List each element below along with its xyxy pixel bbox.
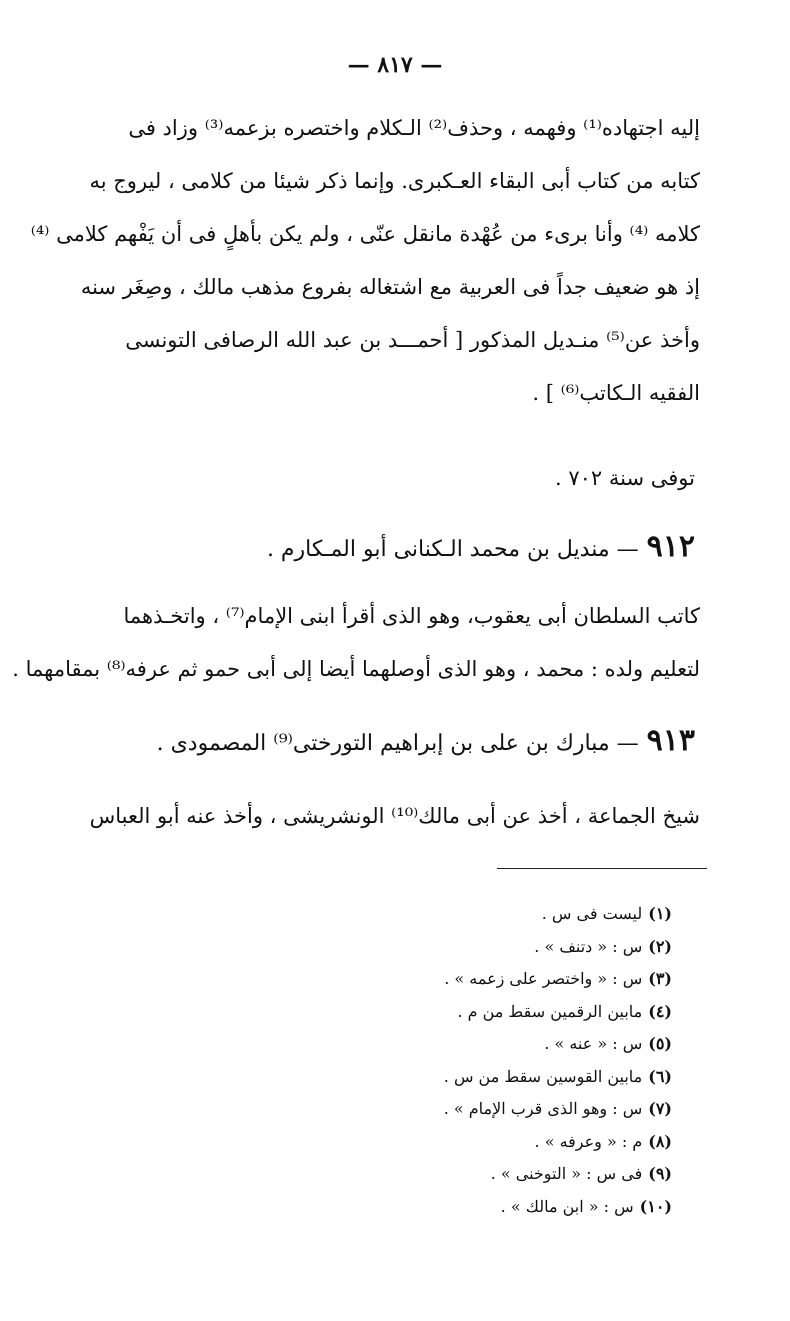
footnote-text: س : « دتنف » . [534,936,643,956]
footnote [152,1061,672,1094]
entry-number: ٩١٢ [646,529,695,564]
footnote-mark: (٥) [648,1034,672,1053]
footnote-text: م : « وعرفه » . [534,1131,643,1151]
footnote-mark: (١) [648,904,672,923]
entry-912-body [12,590,700,696]
footnote-mark: (٩) [648,1164,672,1183]
entry-heading-912 [267,524,695,573]
footnote-mark: (١٠) [639,1196,672,1216]
footnote-text: س : « ابن مالك » . [500,1196,634,1216]
entry-title: — مبارك بن على بن إبراهيم التورختى⁽⁹⁾ المصمودى . [156,731,639,756]
footnote-mark: (٨) [648,1131,672,1151]
entry-911-continuation [30,102,700,420]
footnote [152,1028,672,1061]
footnote [152,1126,672,1159]
body-line: كتابه من كتاب أبى البقاء العـكبرى. وإنما ذكر شيئا من كلامى ، ليروج به [89,169,700,193]
footnote-text: ليست فى س . [541,904,643,923]
body-line: كلامه ⁽⁴⁾ وأنا برىء من عُهْدة مانقل عنّى ، ولم يكن بأهلٍ فى أن يَفْهم كلامى ⁽⁴⁾ [30,222,700,246]
footnote [152,1093,672,1126]
entry-heading-913 [157,718,695,767]
footnote-mark: (٣) [648,969,672,988]
footnote-text: س : وهو الذى قرب الإمام » . [443,1099,643,1118]
body-line: الفقيه الـكاتب⁽⁶⁾ ] . [532,381,700,405]
entry-number: ٩١٣ [646,723,695,758]
footnote [152,1158,672,1191]
body-line: إليه اجتهاده⁽¹⁾ وفهمه ، وحذف⁽²⁾ الـكلام واختصره بزعمه⁽³⁾ وزاد فى [128,116,700,140]
death-date: توفى سنة ٧٠٢ . [555,466,695,490]
page-number: — ٨١٧ — [347,52,443,78]
footnote [152,898,672,931]
footnote-text: س : « عنه » . [544,1034,643,1053]
body-line: لتعليم ولده : محمد ، وهو الذى أوصلهما أيضا إلى أبى حمو ثم عرفه⁽⁸⁾ بمقامهما . [12,657,700,681]
entry-title: — منديل بن محمد الـكنانى أبو المـكارم . [266,537,639,562]
footnote-text: مابين القوسين سقط من س . [443,1066,643,1086]
entry-913-body [55,790,700,843]
footnote [152,1191,672,1224]
footnote-mark: (٢) [648,936,672,956]
footnote-mark: (٦) [648,1066,672,1086]
footnote-text: مابين الرقمين سقط من م . [457,1001,643,1021]
footnote-mark: (٧) [648,1099,672,1118]
footnote-text: فى س : « التوخنى » . [490,1164,643,1183]
body-line: إذ هو ضعيف جداً فى العربية مع اشتغاله بفروع مذهب مالك ، وصِغَر سنه [80,275,700,299]
body-line: شيخ الجماعة ، أخذ عن أبى مالك⁽¹⁰⁾ الونشريشى ، وأخذ عنه أبو العباس [89,804,700,828]
body-line: وأخذ عن⁽⁵⁾ منـديل المذكور [ أحمـــد بن عبد الله الرصافى التونسى [125,328,700,352]
footnote [152,963,672,996]
footnote-text: س : « واختصر على زعمه » . [444,969,643,988]
footnote-mark: (٤) [648,1001,672,1021]
footnote [152,931,672,964]
body-line: كاتب السلطان أبى يعقوب، وهو الذى أقرأ ابنى الإمام⁽⁷⁾ ، واتخـذهما [123,604,700,628]
footnote-divider [497,868,707,869]
footnote [152,996,672,1029]
footnotes-list [152,898,672,1223]
